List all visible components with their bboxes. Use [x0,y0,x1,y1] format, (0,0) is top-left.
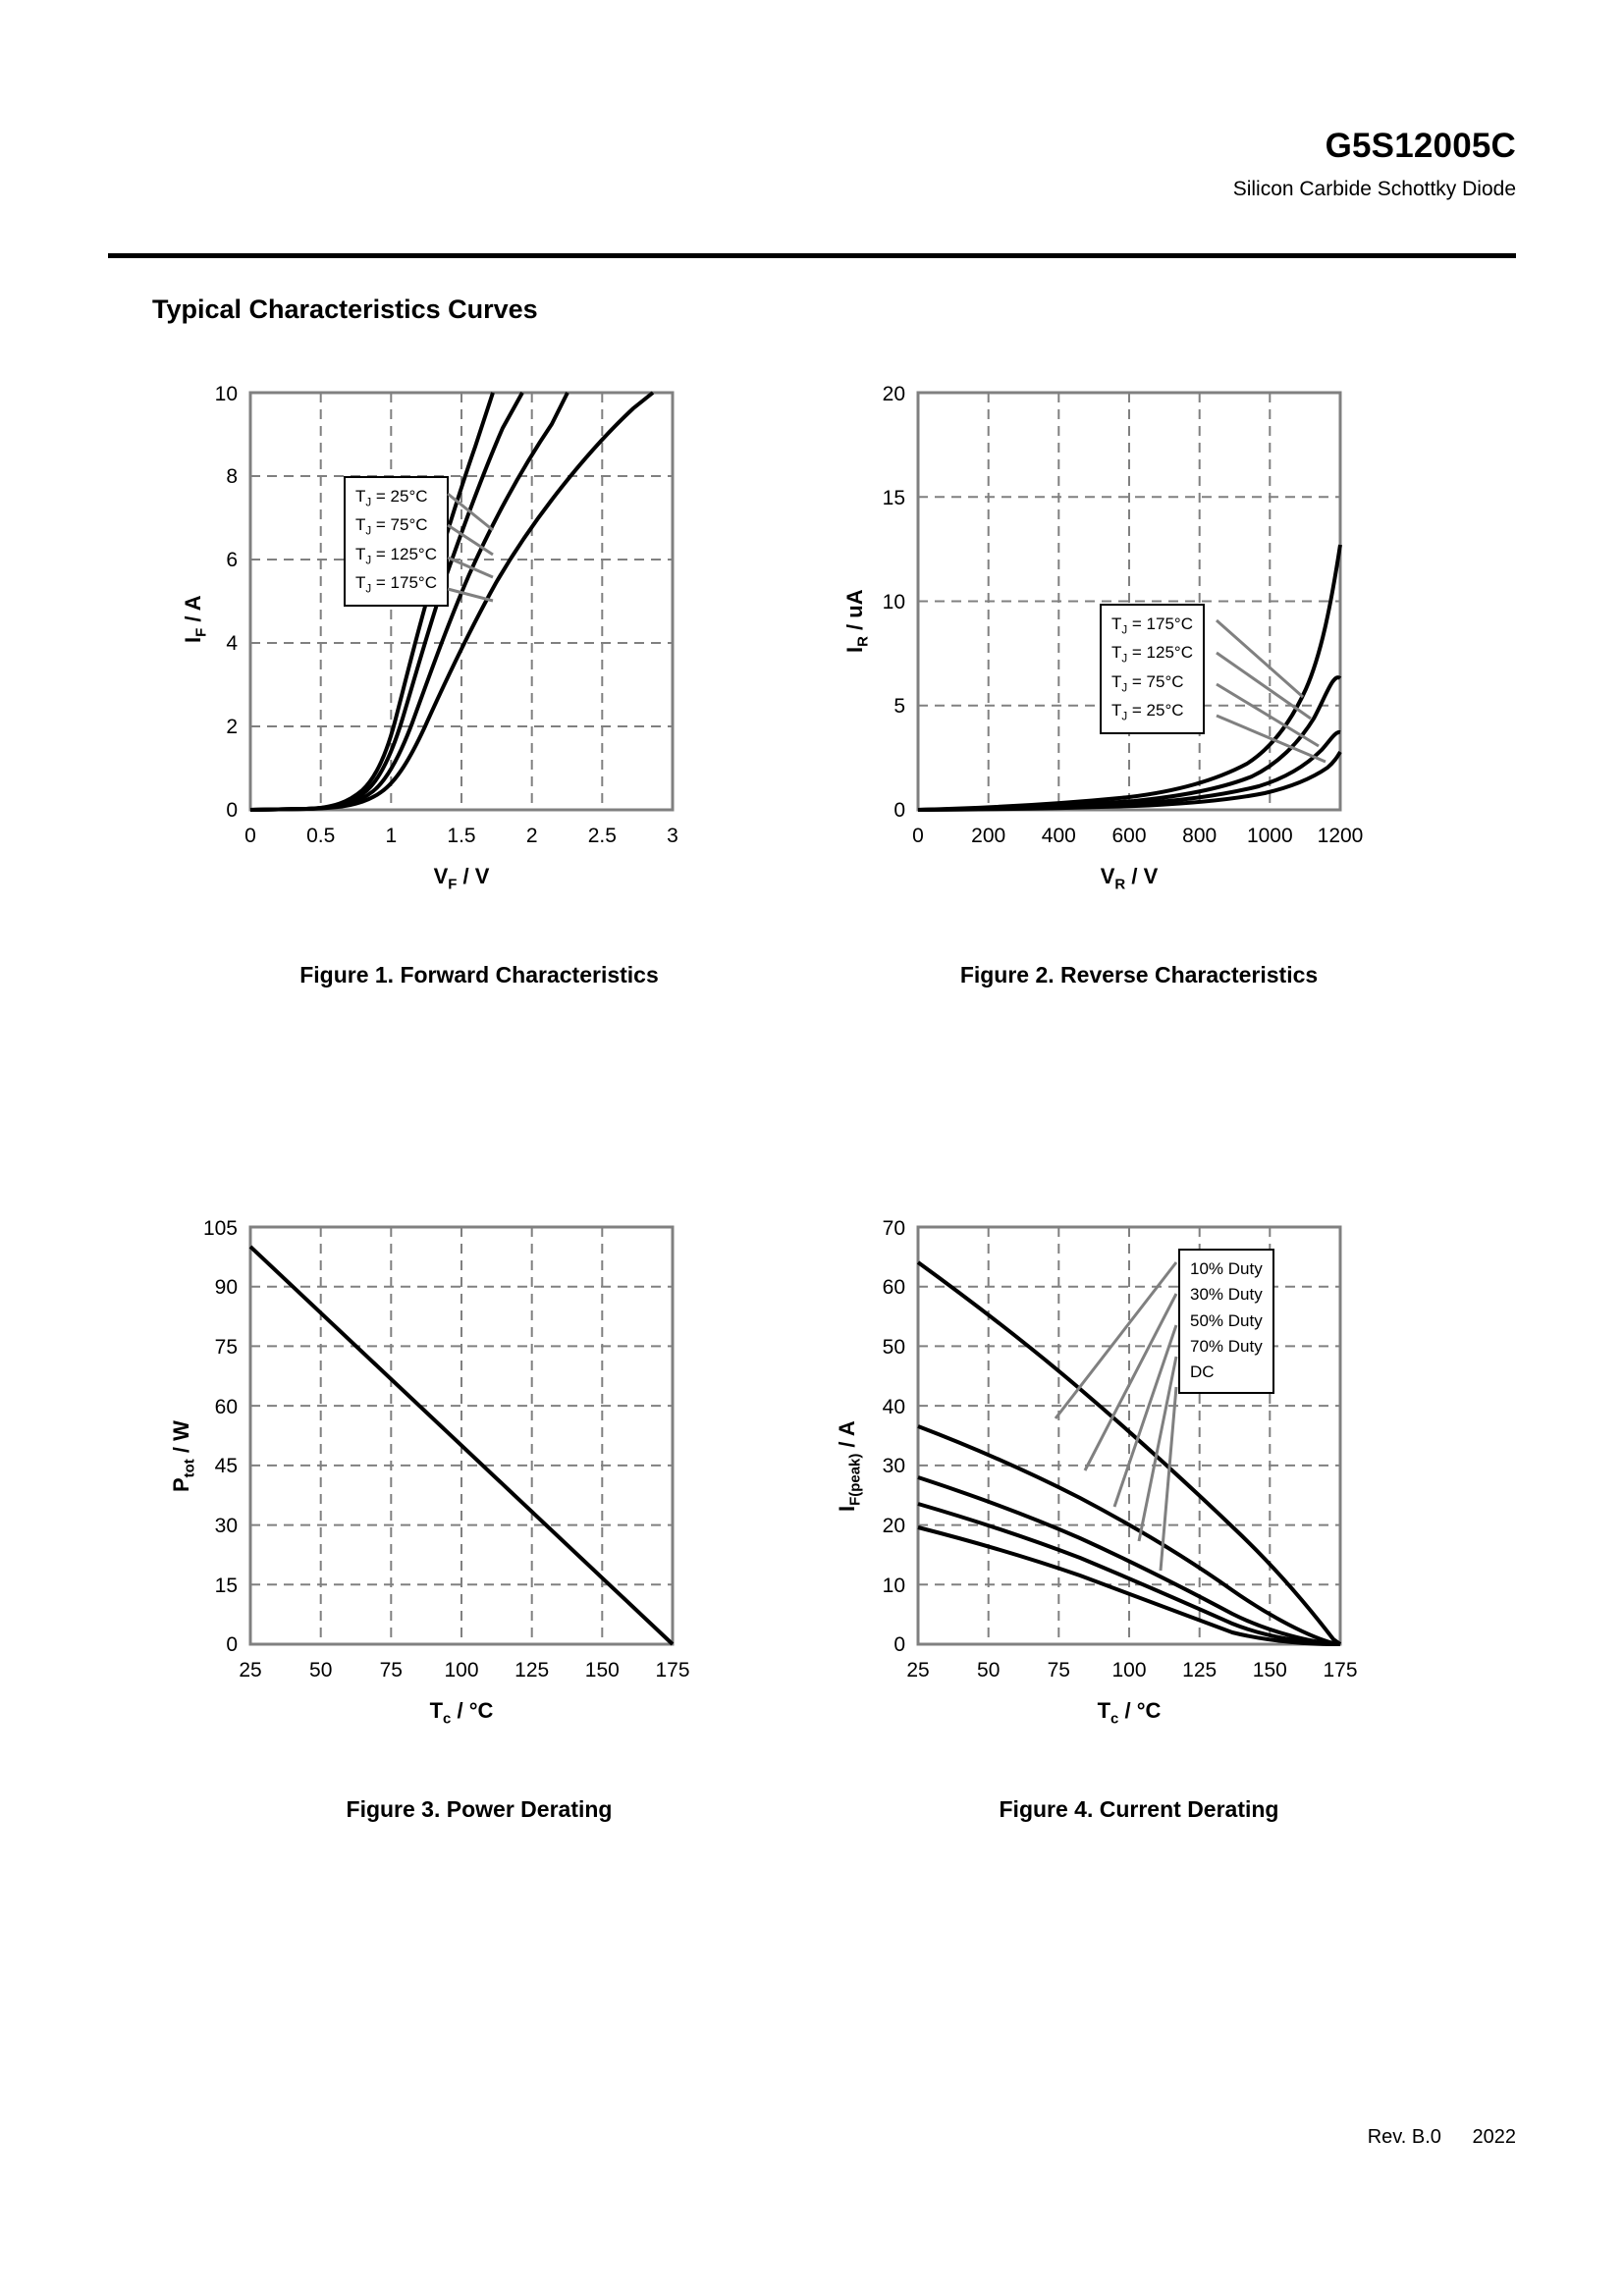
legend-item: $T_J = 175^\circ C$ [355,572,437,596]
svg-text:90: 90 [214,1276,238,1299]
svg-text:800: 800 [1182,825,1218,847]
figure-2-leader-lines [815,373,1443,893]
legend-item: 10% Duty [1190,1259,1263,1278]
svg-text:2: 2 [226,716,238,738]
svg-text:15: 15 [882,487,905,509]
figure-3-plot [147,1207,776,1796]
svg-text:600: 600 [1111,825,1147,847]
product-subtitle: Silicon Carbide Schottky Diode [1232,177,1516,200]
svg-text:1: 1 [385,825,398,847]
legend-item: 70% Duty [1190,1337,1263,1357]
legend-item: $T_J = 75^\circ C$ [355,515,428,538]
svg-text:75: 75 [1047,1659,1070,1682]
svg-text:15: 15 [214,1575,238,1597]
svg-text:2: 2 [525,825,538,847]
figure-3-x-axis-title: $T_c / ^\circ C$ [429,1698,494,1728]
page-title: Typical Characteristics Curves [152,294,538,324]
figure-3-caption: Figure 3. Power Derating [346,1796,613,1822]
figure-1-leader-lines [147,373,776,893]
svg-text:0: 0 [912,825,924,847]
svg-text:60: 60 [214,1396,238,1418]
svg-text:400: 400 [1041,825,1076,847]
figure-4-y-axis-title: $I_{F(peak)}$ / A [835,1420,864,1512]
svg-text:125: 125 [514,1659,550,1682]
revision-label: Rev. B.0 [1367,2126,1441,2148]
svg-text:175: 175 [655,1659,690,1682]
svg-text:50: 50 [882,1336,905,1359]
figure-1-caption: Figure 1. Forward Characteristics [299,962,659,988]
svg-text:1.5: 1.5 [447,825,476,847]
svg-text:75: 75 [379,1659,403,1682]
svg-text:20: 20 [882,383,905,405]
svg-text:40: 40 [882,1396,905,1418]
svg-text:200: 200 [971,825,1006,847]
svg-text:2.5: 2.5 [587,825,617,847]
svg-text:1200: 1200 [1317,825,1364,847]
svg-text:10: 10 [882,1575,905,1597]
figure-2 [815,373,1453,988]
figure-4-caption: Figure 4. Current Derating [999,1796,1279,1822]
document-header [108,128,1516,201]
figure-1 [147,373,793,988]
svg-text:30: 30 [214,1515,238,1537]
figure-3-y-axis-title: $P_{tot}$ / W [169,1420,198,1492]
header-divider [108,253,1516,258]
svg-text:1000: 1000 [1246,825,1293,847]
svg-text:105: 105 [202,1217,238,1240]
svg-text:45: 45 [214,1455,238,1477]
svg-text:25: 25 [906,1659,930,1682]
svg-text:125: 125 [1182,1659,1218,1682]
figure-2-caption: Figure 2. Reverse Characteristics [959,962,1319,988]
figure-3 [147,1207,793,1823]
svg-text:10: 10 [882,591,905,614]
legend-item: 50% Duty [1190,1310,1263,1330]
legend-item: $T_J = 125^\circ C$ [1111,643,1193,666]
svg-text:100: 100 [444,1659,479,1682]
legend-item: $T_J = 25^\circ C$ [355,487,428,509]
figure-4-x-axis-title: $T_c / ^\circ C$ [1097,1698,1162,1728]
figure-4-leader-lines [815,1207,1443,1728]
figure-1-x-axis-title: $V_F$ / V [433,864,490,893]
svg-text:175: 175 [1323,1659,1358,1682]
svg-text:0: 0 [244,825,256,847]
legend-item: $T_J = 75^\circ C$ [1111,671,1184,695]
legend-item: $T_J = 125^\circ C$ [355,544,437,567]
svg-text:50: 50 [977,1659,1001,1682]
svg-text:0: 0 [226,1633,238,1656]
svg-text:6: 6 [226,549,238,571]
legend-item: $T_J = 25^\circ C$ [1111,700,1184,723]
svg-text:0.5: 0.5 [306,825,336,847]
figure-2-x-axis-title: $V_R$ / V [1100,864,1159,893]
svg-text:10: 10 [214,383,238,405]
part-number: G5S12005C [1325,127,1516,165]
figure-2-plot [815,373,1443,962]
svg-text:150: 150 [1252,1659,1287,1682]
svg-text:30: 30 [882,1455,905,1477]
svg-text:8: 8 [226,465,238,488]
svg-text:50: 50 [309,1659,333,1682]
svg-text:60: 60 [882,1276,905,1299]
svg-text:25: 25 [239,1659,262,1682]
figure-1-y-axis-title: $I_F$ / A [181,595,210,643]
figure-2-y-axis-title: $I_R$ / uA [842,589,872,653]
svg-text:0: 0 [893,799,905,822]
legend-item: 30% Duty [1190,1285,1263,1305]
svg-text:3: 3 [667,825,678,847]
figure-1-plot [147,373,776,962]
svg-text:100: 100 [1111,1659,1147,1682]
figure-4-plot [815,1207,1443,1796]
svg-text:4: 4 [226,632,238,655]
legend-item: $T_J = 175^\circ C$ [1111,614,1193,637]
svg-text:0: 0 [893,1633,905,1656]
page-footer [1342,2126,1516,2149]
svg-text:70: 70 [882,1217,905,1240]
svg-text:150: 150 [584,1659,620,1682]
svg-text:20: 20 [882,1515,905,1537]
year-label: 2022 [1472,2126,1516,2148]
legend-item: DC [1190,1362,1215,1382]
svg-text:75: 75 [214,1336,238,1359]
figure-4 [815,1207,1453,1823]
svg-text:0: 0 [226,799,238,822]
svg-text:5: 5 [893,695,905,718]
power-derating-chart [147,1207,776,1728]
